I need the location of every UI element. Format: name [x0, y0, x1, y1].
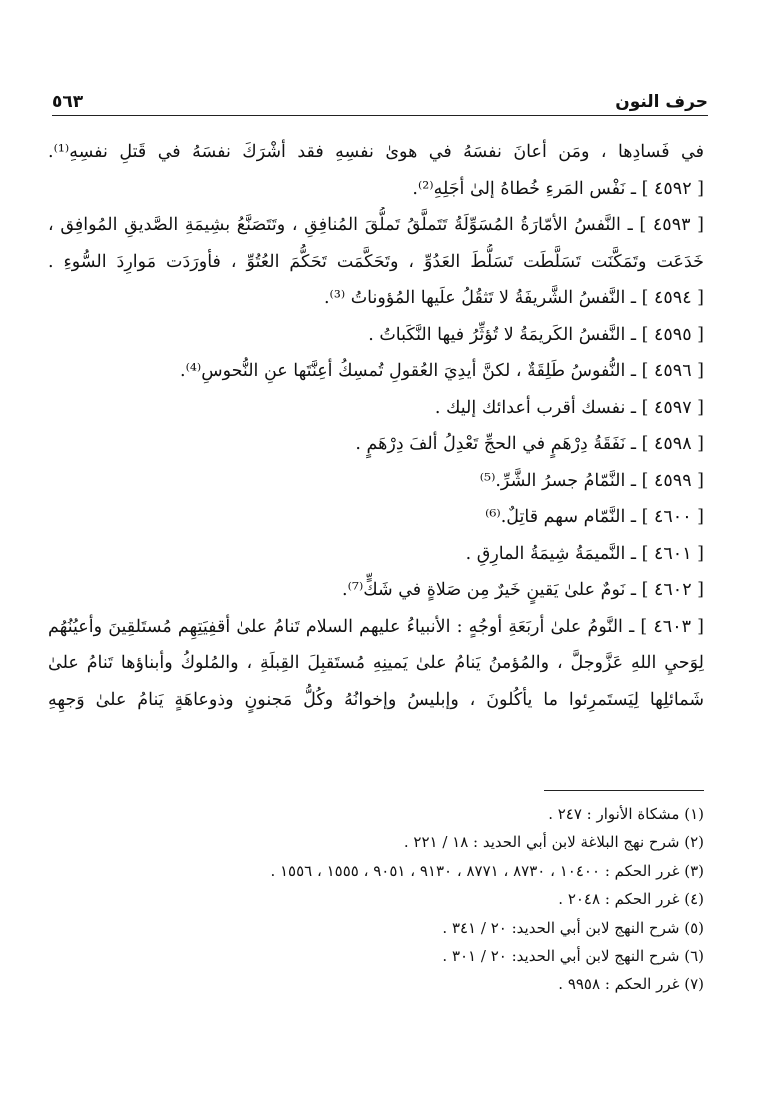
- running-header: [52, 84, 708, 116]
- footnotes: [48, 800, 704, 999]
- hadith-4593-cont: خَدَعَت وتَمَكَّنَت تَسَلَّطَت تَسَلُّطَ العَدُوِّ ، وتَحَكَّمَت تَحَكُّمَ العُتُوِّ ، فأورَدَت مَوارِدَ السُّوءِ .: [48, 251, 704, 272]
- hadith-4600: [ ٤٦٠٠ ] ـ النَّمّام سهم قاتِلٌ.⁽⁶⁾: [485, 507, 704, 527]
- hadith-4599: [ ٤٥٩٩ ] ـ النَّمّامُ جسرُ الشَّرِّ.⁽⁵⁾: [479, 470, 704, 491]
- footnote-1: (١) مشكاة الأنوار : ٢٤٧ .: [548, 805, 704, 823]
- hadith-4596: [ ٤٥٩٦ ] ـ النُّفوسُ طَلِقَةٌ ، لكنَّ أيدِيَ العُقولِ تُمسِكُ أعِنَّتَها عنِ النُّحوسِ⁽⁴⁾.: [180, 361, 704, 381]
- text-line-1: في فَسادِها ، ومَن أعانَ نفسَهُ في هوىٰ نفسِهِ فقد أشْرَكَ نفسَهُ في قَتلِ نفسِهِ⁽¹⁾.: [48, 142, 704, 162]
- chapter-title: حرف النون: [615, 92, 708, 112]
- hadith-4598: [ ٤٥٩٨ ] ـ نَفَقَةُ دِرْهَمٍ في الحجِّ تَعْدِلُ ألفَ دِرْهَمٍ .: [355, 434, 704, 454]
- page-number: ٥٦٣: [52, 92, 84, 112]
- hadith-4593: [ ٤٥٩٣ ] ـ النَّفسُ الأمّارَةُ المُسَوِّلَةُ تَتَملَّقُ تَملُّقَ المُنافِقِ ، وتَتَصَنَّعُ بشِيمَةِ الصَّديقِ المُوافِق ،: [48, 215, 704, 235]
- main-text: [48, 134, 704, 718]
- footnote-5: (٥) شرح النهج لابن أبي الحديد: ٢٠ / ٣٤١ .: [442, 918, 704, 937]
- footnote-6: (٦) شرح النهج لابن أبي الحديد: ٢٠ / ٣٠١ .: [442, 947, 704, 966]
- footnote-3: (٣) غرر الحكم : ١٠٤٠٠ ، ٨٧٣٠ ، ٨٧٧١ ، ٩١٣٠ ، ٩٠٥١ ، ١٥٥٥ ، ١٥٥٦ .: [270, 861, 704, 880]
- hadith-4603: [ ٤٦٠٣ ] ـ النَّومُ علىٰ أربَعَةِ أوجُهٍ : الأنبياءُ عليهم السلام تَنامُ علىٰ أقفِيَتِهِم مُستَلقِينَ وأعيُنُهُم: [48, 616, 704, 637]
- hadith-4601: [ ٤٦٠١ ] ـ النَّميمَةُ شِيمَةُ المارِقِ .: [465, 543, 704, 564]
- hadith-4597: [ ٤٥٩٧ ] ـ نفسك أقرب أعدائك إليك .: [434, 397, 704, 418]
- hadith-4594: [ ٤٥٩٤ ] ـ النَّفسُ الشَّريفَةُ لا تَثقُلُ علَيها المُؤوناتُ ⁽³⁾.: [323, 288, 704, 308]
- footnote-4: (٤) غرر الحكم : ٢٠٤٨ .: [558, 890, 704, 909]
- hadith-4595: [ ٤٥٩٥ ] ـ النَّفسُ الكَريمَةُ لا تُؤثِّرُ فيها النَّكَباتُ .: [368, 324, 704, 345]
- hadith-4602: [ ٤٦٠٢ ] ـ نَومٌ علىٰ يَقينٍ خَيرٌ مِن صَلاةٍ في شَكٍّ⁽⁷⁾.: [342, 580, 704, 600]
- hadith-4603-cont-1: لِوَحيِ اللهِ عَزَّوجلَّ ، والمُؤمنُ يَنامُ علىٰ يَمينِهِ مُستَقبِلَ القِبلَةِ ، والمُلوكُ وأبناؤها تَنامُ علىٰ: [48, 653, 704, 673]
- hadith-4603-cont-2: شَمائلِها لِيَستَمرِئوا ما يأكُلونَ ، وإبليسُ وإخوانُهُ وكُلُّ مَجنونٍ وذوعاهَةٍ يَنامُ علىٰ وَجهِهِ: [48, 689, 704, 710]
- footnote-2: (٢) شرح نهج البلاغة لابن أبي الحديد : ١٨ / ٢٢١ .: [403, 833, 704, 852]
- footnote-7: (٧) غرر الحكم : ٩٩٥٨ .: [558, 975, 704, 994]
- footnote-separator: [544, 790, 704, 791]
- hadith-4592: [ ٤٥٩٢ ] ـ نَفْس المَرءِ خُطاهُ إلىٰ أجَلِهِ⁽²⁾.: [412, 178, 704, 199]
